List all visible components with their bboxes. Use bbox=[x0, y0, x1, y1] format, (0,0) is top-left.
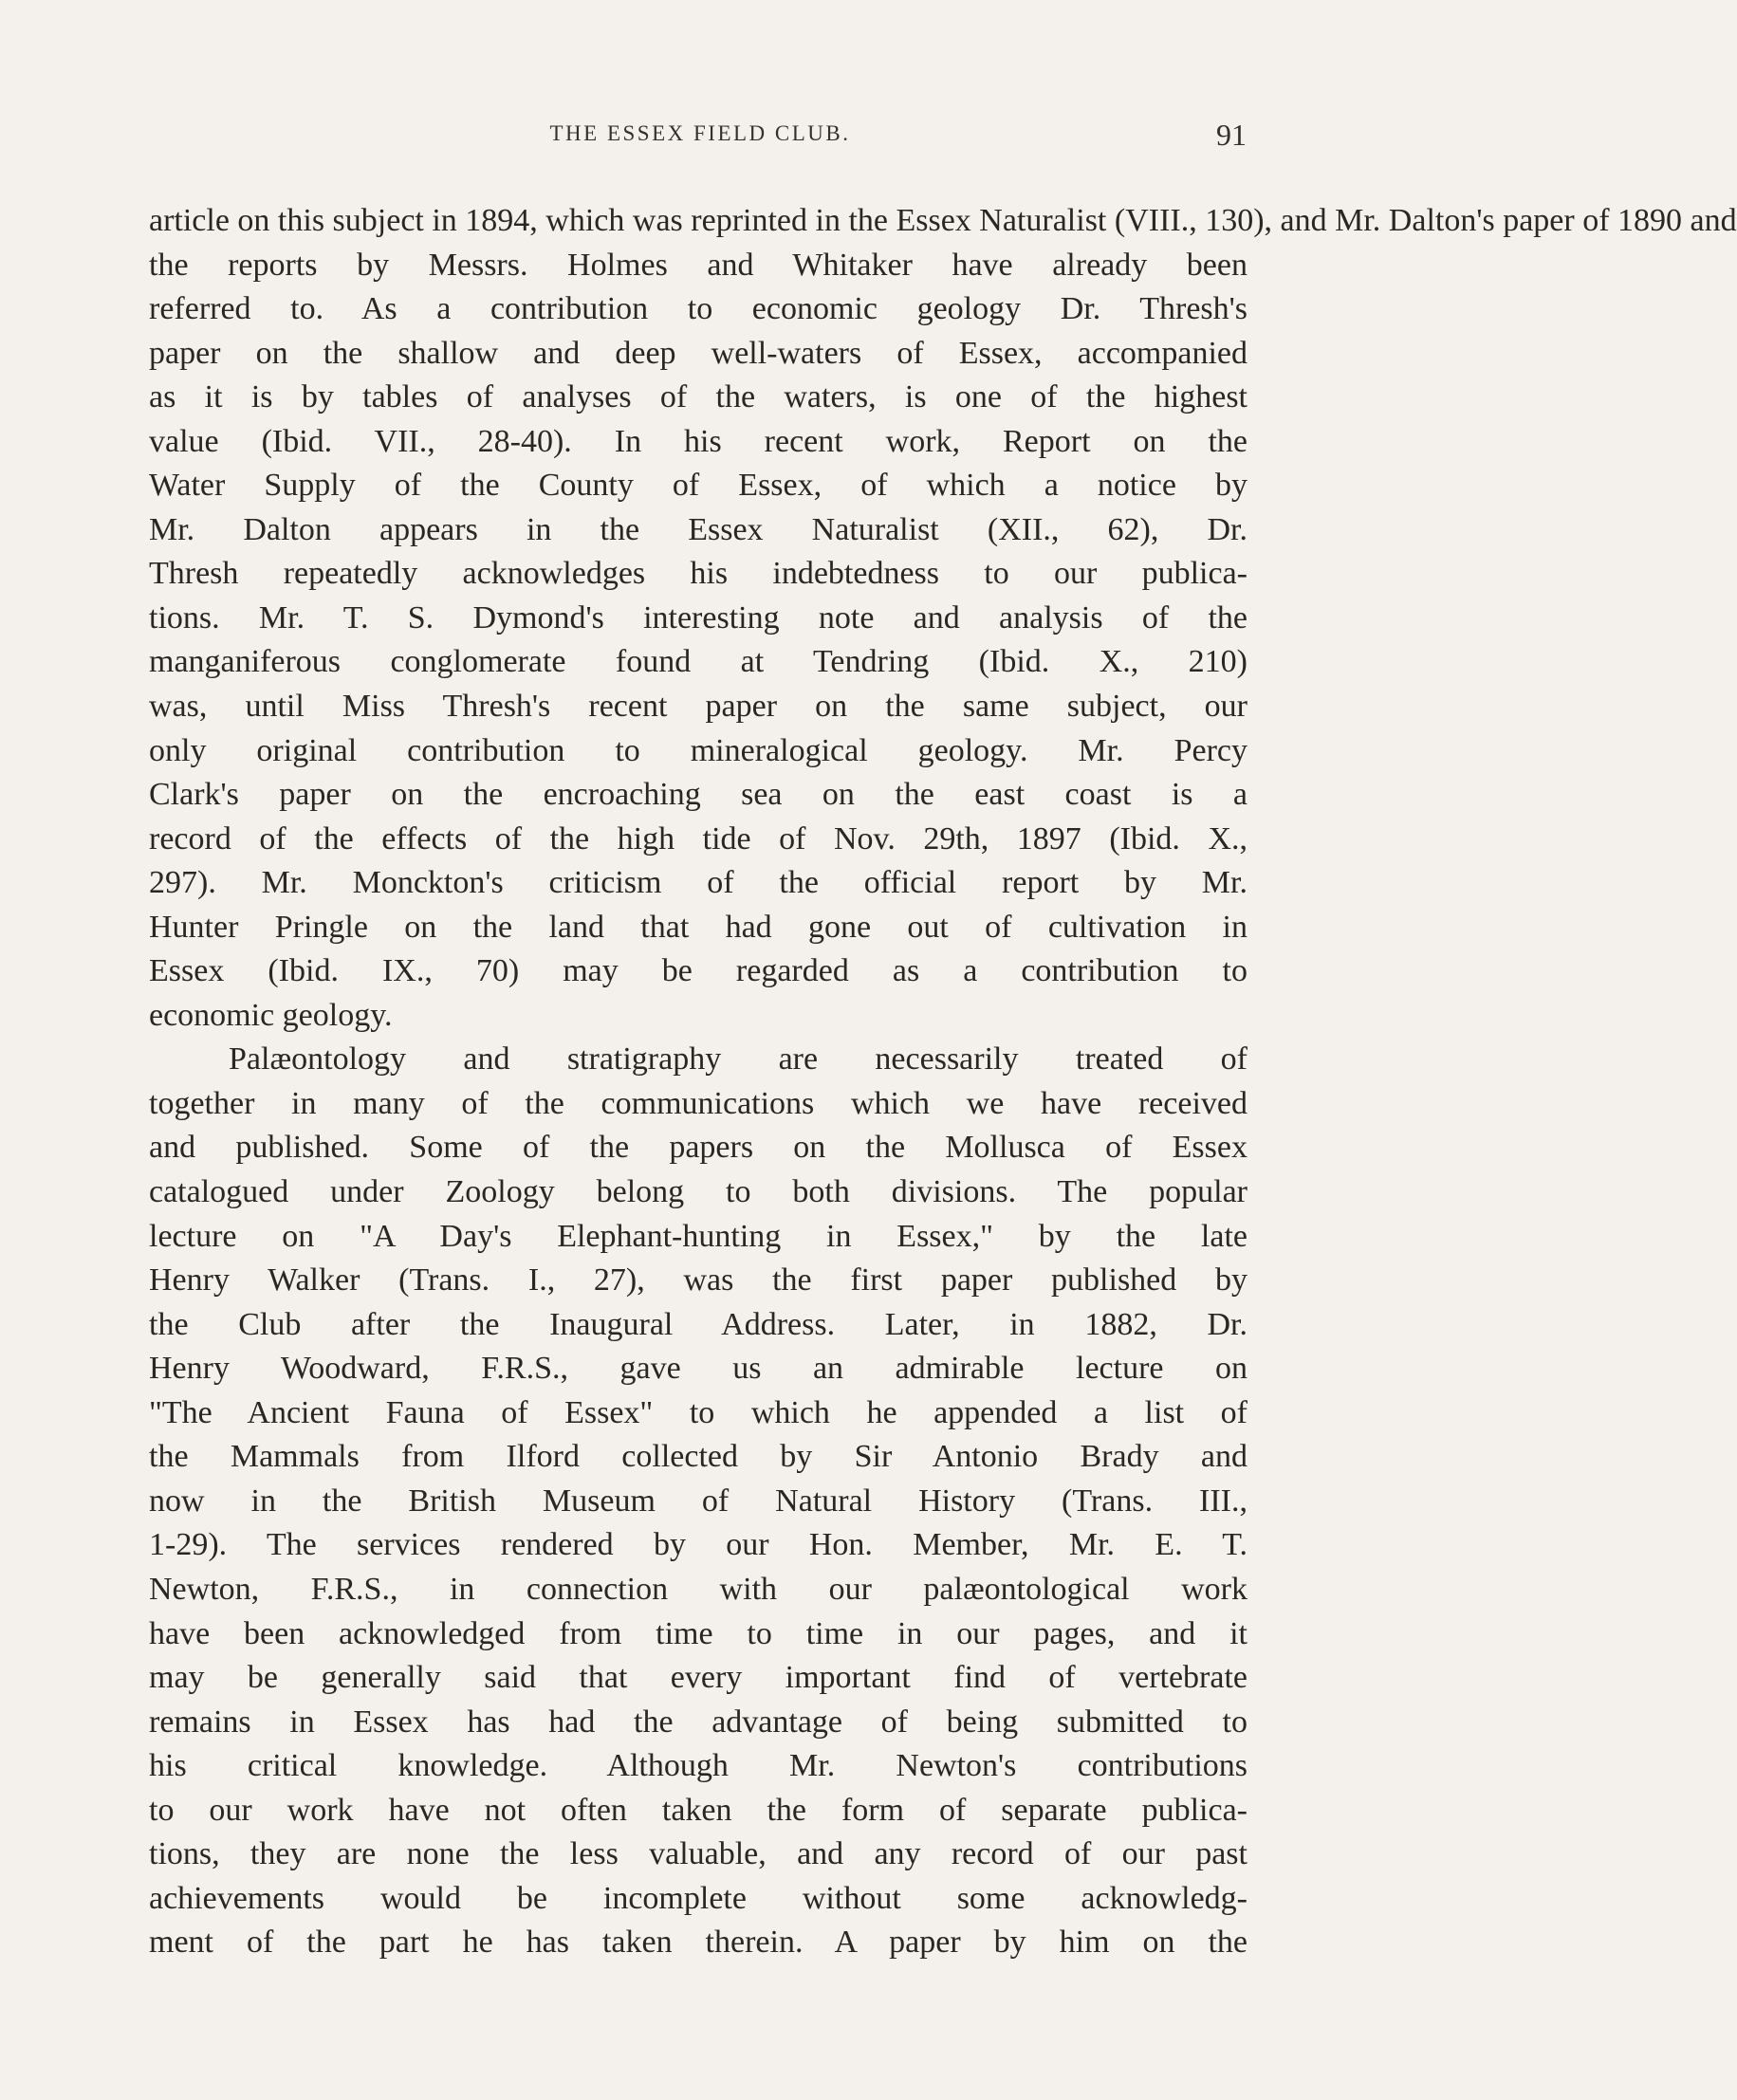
text-line: paper on the shallow and deep well-waters of Essex, accompanied bbox=[149, 335, 1247, 371]
text-line: only original contribution to mineralogical geology. Mr. Percy bbox=[149, 732, 1247, 768]
text-line: catalogued under Zoology belong to both divisions. The popular bbox=[149, 1174, 1247, 1210]
text-line: Thresh repeatedly acknowledges his indebtedness to our publica- bbox=[149, 556, 1247, 592]
running-head bbox=[0, 118, 1400, 159]
text-line: ment of the part he has taken therein. A paper by him on the bbox=[149, 1925, 1247, 1961]
page-number: 91 bbox=[1216, 118, 1247, 152]
text-line: as it is by tables of analyses of the waters, is one of the highest bbox=[149, 379, 1247, 415]
text-line: Essex (Ibid. IX., 70) may be regarded as a contribution to bbox=[149, 953, 1247, 989]
text-line: achievements would be incomplete without some acknowledg- bbox=[149, 1880, 1247, 1916]
text-line: 1-29). The services rendered by our Hon. Member, Mr. E. T. bbox=[149, 1527, 1247, 1563]
text-line: Hunter Pringle on the land that had gone out of cultivation in bbox=[149, 909, 1247, 945]
text-line: economic geology. bbox=[149, 997, 393, 1033]
running-title: THE ESSEX FIELD CLUB. bbox=[549, 121, 851, 145]
text-line: Henry Walker (Trans. I., 27), was the first paper published by bbox=[149, 1262, 1247, 1299]
text-line: and published. Some of the papers on the Mollusca of Essex bbox=[149, 1130, 1247, 1166]
text-line: remains in Essex has had the advantage of being submitted to bbox=[149, 1704, 1247, 1740]
text-line: article on this subject in 1894, which was reprinted in the Essex Naturalist (VIII., 130), and Mr. Dalton's paper of 1890 and bbox=[149, 203, 1737, 238]
text-line: Water Supply of the County of Essex, of which a notice by bbox=[149, 468, 1247, 504]
text-line: tions. Mr. T. S. Dymond's interesting note and analysis of the bbox=[149, 599, 1247, 636]
text-line: to our work have not often taken the form of separate publica- bbox=[149, 1792, 1247, 1828]
text-line: his critical knowledge. Although Mr. Newton's contributions bbox=[149, 1748, 1247, 1784]
text-line: Henry Woodward, F.R.S., gave us an admirable lecture on bbox=[149, 1351, 1247, 1387]
text-line: lecture on "A Day's Elephant-hunting in Essex," by the late bbox=[149, 1218, 1247, 1254]
text-line: was, until Miss Thresh's recent paper on the same subject, our bbox=[149, 689, 1247, 725]
text-line: together in many of the communications which we have received bbox=[149, 1085, 1247, 1121]
text-line: Palæontology and stratigraphy are necessarily treated of bbox=[229, 1041, 1247, 1078]
text-line: the reports by Messrs. Holmes and Whitaker have already been bbox=[149, 247, 1247, 283]
text-line: Clark's paper on the encroaching sea on the east coast is a bbox=[149, 777, 1247, 813]
text-line: Mr. Dalton appears in the Essex Naturalist (XII., 62), Dr. bbox=[149, 511, 1247, 547]
text-line: may be generally said that every important find of vertebrate bbox=[149, 1660, 1247, 1696]
text-line: manganiferous conglomerate found at Tendring (Ibid. X., 210) bbox=[149, 644, 1247, 680]
text-line: record of the effects of the high tide of Nov. 29th, 1897 (Ibid. X., bbox=[149, 820, 1247, 857]
text-line: referred to. As a contribution to economic geology Dr. Thresh's bbox=[149, 291, 1247, 327]
text-line: have been acknowledged from time to time in our pages, and it bbox=[149, 1615, 1247, 1651]
text-line: value (Ibid. VII., 28-40). In his recent work, Report on the bbox=[149, 423, 1247, 459]
text-line: the Club after the Inaugural Address. Later, in 1882, Dr. bbox=[149, 1306, 1247, 1342]
text-line: tions, they are none the less valuable, and any record of our past bbox=[149, 1836, 1247, 1872]
text-line: now in the British Museum of Natural History (Trans. III., bbox=[149, 1483, 1247, 1519]
text-line: "The Ancient Fauna of Essex" to which he appended a list of bbox=[149, 1394, 1247, 1430]
text-line: Newton, F.R.S., in connection with our palæontological work bbox=[149, 1571, 1247, 1607]
body-text bbox=[149, 199, 1737, 1965]
text-line: 297). Mr. Monckton's criticism of the official report by Mr. bbox=[149, 865, 1247, 901]
text-line: the Mammals from Ilford collected by Sir Antonio Brady and bbox=[149, 1439, 1247, 1475]
